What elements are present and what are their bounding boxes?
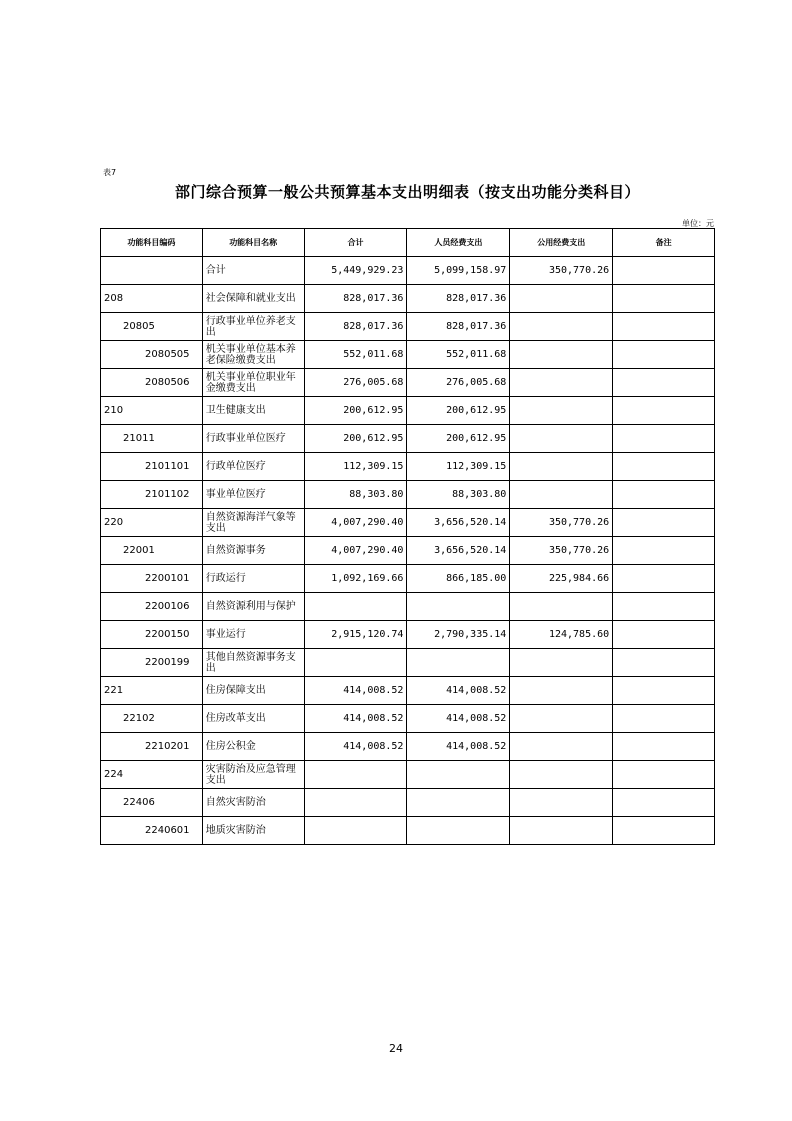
personnel-cell <box>407 817 510 845</box>
code-cell: 208 <box>101 285 203 313</box>
header-note: 备注 <box>613 229 715 257</box>
table-row <box>101 677 715 705</box>
name-cell: 卫生健康支出 <box>202 397 304 425</box>
note-cell <box>613 705 715 733</box>
personnel-cell: 828,017.36 <box>407 313 510 341</box>
note-cell <box>613 285 715 313</box>
total-cell: 4,007,290.40 <box>304 509 407 537</box>
public-cell <box>510 313 613 341</box>
note-cell <box>613 789 715 817</box>
total-cell <box>304 789 407 817</box>
note-cell <box>613 313 715 341</box>
code-cell: 2210201 <box>101 733 203 761</box>
personnel-cell: 828,017.36 <box>407 285 510 313</box>
header-name: 功能科目名称 <box>202 229 304 257</box>
table-row <box>101 257 715 285</box>
name-cell: 地质灾害防治 <box>202 817 304 845</box>
total-cell: 276,005.68 <box>304 369 407 397</box>
table-row <box>101 285 715 313</box>
name-cell: 行政单位医疗 <box>202 453 304 481</box>
table-row <box>101 537 715 565</box>
note-cell <box>613 481 715 509</box>
total-cell: 414,008.52 <box>304 733 407 761</box>
personnel-cell: 112,309.15 <box>407 453 510 481</box>
note-cell <box>613 733 715 761</box>
table-row <box>101 369 715 397</box>
name-cell: 社会保障和就业支出 <box>202 285 304 313</box>
header-public: 公用经费支出 <box>510 229 613 257</box>
personnel-cell: 200,612.95 <box>407 397 510 425</box>
unit-label: 单位：元 <box>682 219 714 228</box>
name-cell: 自然灾害防治 <box>202 789 304 817</box>
total-cell: 88,303.80 <box>304 481 407 509</box>
total-cell <box>304 817 407 845</box>
personnel-cell <box>407 649 510 677</box>
total-cell: 112,309.15 <box>304 453 407 481</box>
total-cell: 552,011.68 <box>304 341 407 369</box>
personnel-cell: 414,008.52 <box>407 733 510 761</box>
table-row <box>101 789 715 817</box>
total-cell: 2,915,120.74 <box>304 621 407 649</box>
public-cell <box>510 285 613 313</box>
total-cell: 4,007,290.40 <box>304 537 407 565</box>
name-cell: 自然资源海洋气象等支出 <box>202 509 304 537</box>
public-cell <box>510 341 613 369</box>
public-cell <box>510 397 613 425</box>
page-number: 24 <box>389 1042 403 1055</box>
personnel-cell <box>407 761 510 789</box>
name-cell: 灾害防治及应急管理支出 <box>202 761 304 789</box>
code-cell: 22406 <box>101 789 203 817</box>
table-row <box>101 649 715 677</box>
personnel-cell: 3,656,520.14 <box>407 537 510 565</box>
public-cell <box>510 593 613 621</box>
public-cell <box>510 453 613 481</box>
public-cell <box>510 761 613 789</box>
total-cell: 5,449,929.23 <box>304 257 407 285</box>
note-cell <box>613 341 715 369</box>
table-row <box>101 817 715 845</box>
table-row <box>101 341 715 369</box>
code-cell: 2200199 <box>101 649 203 677</box>
total-cell: 200,612.95 <box>304 397 407 425</box>
total-cell: 828,017.36 <box>304 313 407 341</box>
public-cell <box>510 425 613 453</box>
note-cell <box>613 453 715 481</box>
name-cell: 自然资源事务 <box>202 537 304 565</box>
total-cell <box>304 593 407 621</box>
code-cell: 2200101 <box>101 565 203 593</box>
public-cell <box>510 817 613 845</box>
header-row <box>101 229 715 257</box>
code-cell: 2101101 <box>101 453 203 481</box>
note-cell <box>613 817 715 845</box>
document-title: 部门综合预算一般公共预算基本支出明细表（按支出功能分类科目） <box>174 183 640 201</box>
code-cell: 22102 <box>101 705 203 733</box>
code-cell: 210 <box>101 397 203 425</box>
note-cell <box>613 537 715 565</box>
public-cell: 350,770.26 <box>510 257 613 285</box>
public-cell <box>510 369 613 397</box>
total-cell: 1,092,169.66 <box>304 565 407 593</box>
public-cell <box>510 677 613 705</box>
note-cell <box>613 369 715 397</box>
total-cell: 200,612.95 <box>304 425 407 453</box>
personnel-cell: 88,303.80 <box>407 481 510 509</box>
table-label: 表7 <box>103 168 117 177</box>
table-row <box>101 593 715 621</box>
personnel-cell: 552,011.68 <box>407 341 510 369</box>
name-cell: 事业单位医疗 <box>202 481 304 509</box>
note-cell <box>613 397 715 425</box>
name-cell: 自然资源利用与保护 <box>202 593 304 621</box>
note-cell <box>613 677 715 705</box>
total-cell: 414,008.52 <box>304 705 407 733</box>
name-cell: 住房改革支出 <box>202 705 304 733</box>
header-total: 合计 <box>304 229 407 257</box>
note-cell <box>613 649 715 677</box>
table-row <box>101 481 715 509</box>
table-row <box>101 761 715 789</box>
total-cell <box>304 761 407 789</box>
personnel-cell: 2,790,335.14 <box>407 621 510 649</box>
code-cell: 2080505 <box>101 341 203 369</box>
code-cell: 2200150 <box>101 621 203 649</box>
public-cell: 350,770.26 <box>510 537 613 565</box>
table-row <box>101 397 715 425</box>
personnel-cell: 414,008.52 <box>407 677 510 705</box>
table-row <box>101 313 715 341</box>
note-cell <box>613 425 715 453</box>
name-cell: 其他自然资源事务支出 <box>202 649 304 677</box>
name-cell: 住房保障支出 <box>202 677 304 705</box>
note-cell <box>613 761 715 789</box>
public-cell: 124,785.60 <box>510 621 613 649</box>
code-cell: 21011 <box>101 425 203 453</box>
public-cell <box>510 481 613 509</box>
table-row <box>101 733 715 761</box>
budget-table <box>100 228 715 845</box>
personnel-cell: 3,656,520.14 <box>407 509 510 537</box>
table-row <box>101 509 715 537</box>
total-cell: 828,017.36 <box>304 285 407 313</box>
note-cell <box>613 257 715 285</box>
public-cell <box>510 733 613 761</box>
code-cell: 2101102 <box>101 481 203 509</box>
public-cell: 225,984.66 <box>510 565 613 593</box>
table-row <box>101 453 715 481</box>
public-cell <box>510 789 613 817</box>
name-cell: 住房公积金 <box>202 733 304 761</box>
name-cell: 事业运行 <box>202 621 304 649</box>
table-row <box>101 425 715 453</box>
code-cell <box>101 257 203 285</box>
header-code: 功能科目编码 <box>101 229 203 257</box>
total-cell: 414,008.52 <box>304 677 407 705</box>
public-cell <box>510 705 613 733</box>
code-cell: 2080506 <box>101 369 203 397</box>
table-row <box>101 705 715 733</box>
code-cell: 22001 <box>101 537 203 565</box>
personnel-cell <box>407 593 510 621</box>
personnel-cell: 200,612.95 <box>407 425 510 453</box>
personnel-cell: 5,099,158.97 <box>407 257 510 285</box>
personnel-cell: 414,008.52 <box>407 705 510 733</box>
personnel-cell: 276,005.68 <box>407 369 510 397</box>
note-cell <box>613 593 715 621</box>
total-cell <box>304 649 407 677</box>
code-cell: 220 <box>101 509 203 537</box>
code-cell: 221 <box>101 677 203 705</box>
code-cell: 224 <box>101 761 203 789</box>
name-cell: 行政事业单位养老支出 <box>202 313 304 341</box>
name-cell: 行政运行 <box>202 565 304 593</box>
public-cell: 350,770.26 <box>510 509 613 537</box>
name-cell: 机关事业单位职业年金缴费支出 <box>202 369 304 397</box>
note-cell <box>613 565 715 593</box>
code-cell: 20805 <box>101 313 203 341</box>
note-cell <box>613 509 715 537</box>
public-cell <box>510 649 613 677</box>
note-cell <box>613 621 715 649</box>
header-personnel: 人员经费支出 <box>407 229 510 257</box>
name-cell: 合计 <box>202 257 304 285</box>
table-body <box>101 257 715 845</box>
code-cell: 2240601 <box>101 817 203 845</box>
personnel-cell <box>407 789 510 817</box>
name-cell: 机关事业单位基本养老保险缴费支出 <box>202 341 304 369</box>
table-row <box>101 621 715 649</box>
personnel-cell: 866,185.00 <box>407 565 510 593</box>
table-row <box>101 565 715 593</box>
code-cell: 2200106 <box>101 593 203 621</box>
name-cell: 行政事业单位医疗 <box>202 425 304 453</box>
